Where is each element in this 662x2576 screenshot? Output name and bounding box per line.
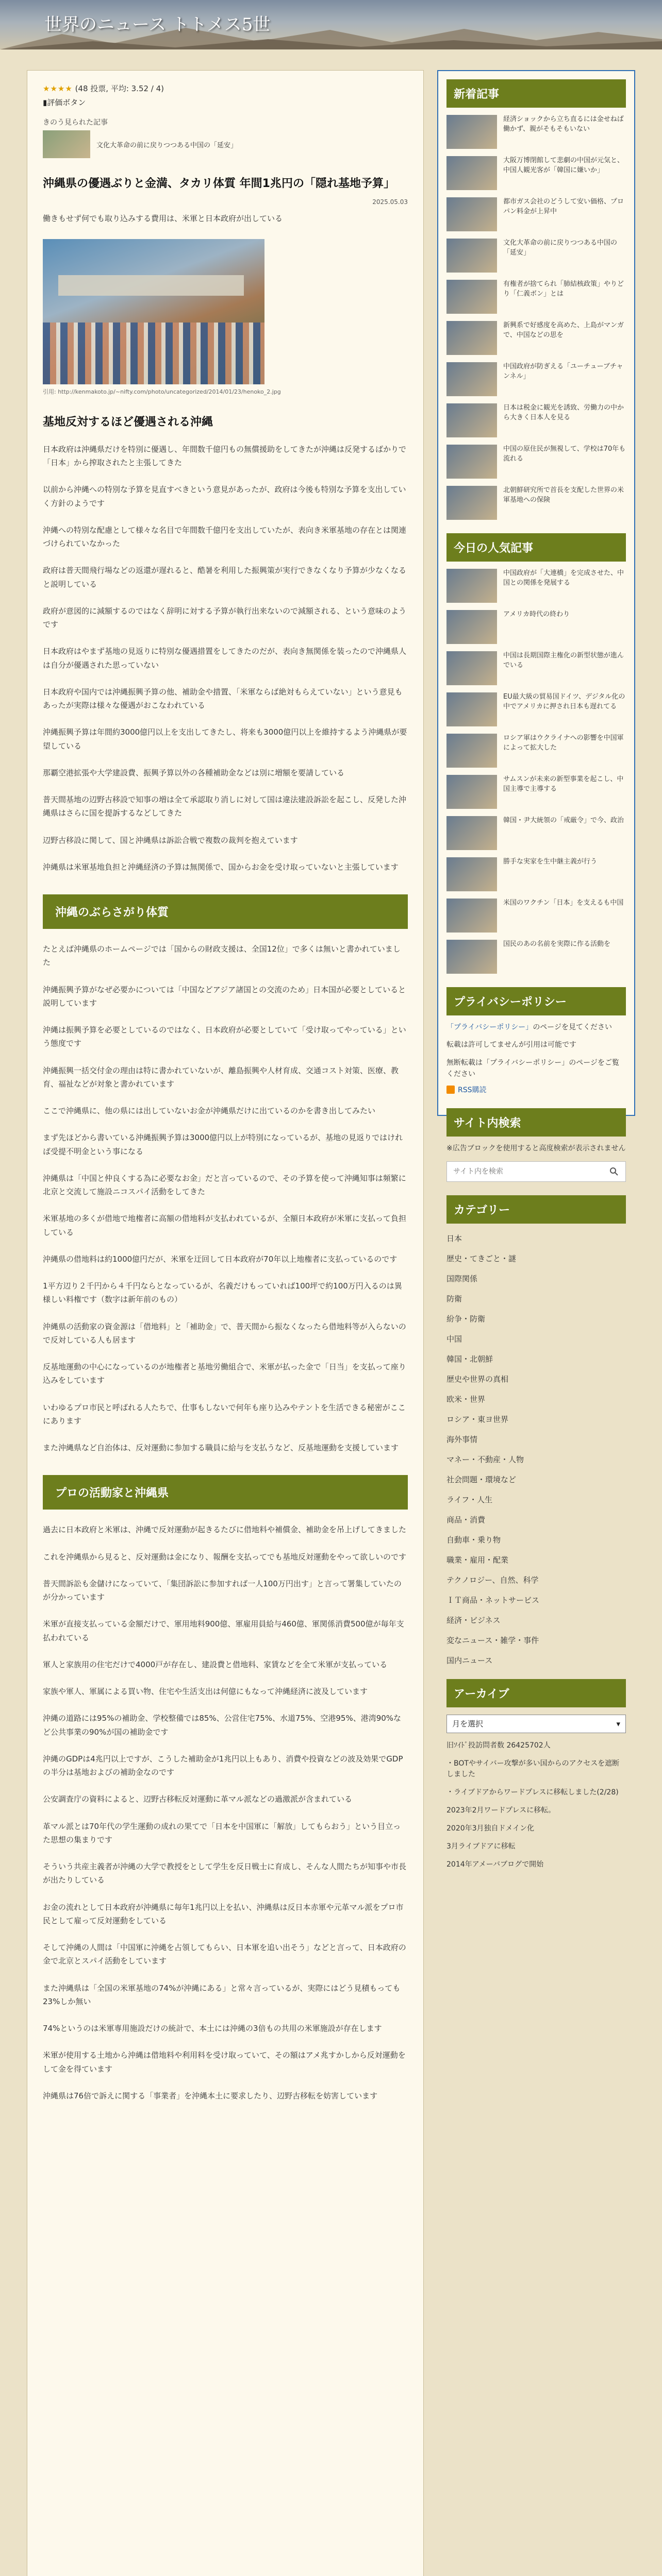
article-paragraph: 沖縄振興一括交付金の理由は特に書かれていないが、離島振興や人材育成、交通コスト対策、医療、教育、福祉などが対象と書かれています — [43, 1065, 399, 1089]
article-paragraph: そして沖縄の人間は「中国軍に沖縄を占領してもらい、日本軍を追い出そう」などと言って、日本政府の金で北京とスパイ活動をしています — [43, 1943, 406, 1966]
new-articles-title: 新着記事 — [446, 79, 626, 108]
article-paragraph: 政府が意図的に減額するのではなく辞明に対する予算が執行出来ないので減額される、という意味のようです — [43, 606, 407, 630]
news-thumbnail[interactable] — [446, 403, 497, 437]
news-thumbnail[interactable] — [446, 569, 497, 603]
chevron-down-icon: ▾ — [616, 1719, 620, 1728]
sidebar-link[interactable]: ・ライブドアからワードプレスに移転しました(2/28) — [446, 1788, 619, 1797]
sidebar-news-item[interactable] — [446, 239, 626, 273]
privacy-text: 「プライバシーポリシー」のページを見てください — [446, 1023, 613, 1031]
search-box — [446, 1161, 626, 1182]
article-paragraph: 沖縄振興予算は年間約3000億円以上を支出してきたし、将来も3000億円以上を維持するよう沖縄県が要望している — [43, 727, 407, 751]
category-link[interactable]: テクノロジー、自然、科学 — [446, 1575, 539, 1585]
related-link[interactable]: 文化大革命の前に戻りつつある中国の「延安」 — [96, 141, 238, 149]
sidebar-news-item[interactable] — [446, 486, 626, 520]
privacy-link[interactable]: 「プライバシーポリシー」 — [446, 1023, 533, 1031]
privacy-note-2: 無断転載は「プライバシーポリシー」のページをご覧ください — [446, 1058, 620, 1079]
article-paragraph: 74%というのは米軍専用施設だけの統計で、本土には沖縄の3倍もの共用の米軍施設が存在します — [43, 2024, 382, 2033]
article-paragraph: 普天間訴訟も金儲けになっていて、「集団訴訟に参加すれば一人100万円出す」と言って署集していたのが分かっています — [43, 1579, 402, 1602]
article-paragraph: 沖縄県の借地料は約1000億円だが、米軍を迂回して日本政府が70年以上地権者に支払っているのです — [43, 1254, 398, 1264]
category-link[interactable]: 変なニュース・雑学・事件 — [446, 1635, 539, 1645]
category-link[interactable]: 中国 — [446, 1334, 462, 1344]
article-lead: 働きもせず何でも取り込みする費用は、米軍と日本政府が出している — [43, 213, 283, 223]
news-link[interactable]: 大阪万博閉館して悲劇の中国が元気と、中国人観光客が「韓国に嫌いか」 — [503, 157, 624, 174]
article-paragraph: 家族や軍人、軍属による買い物、住宅や生活支出は何億にもなって沖縄経済に波及しています — [43, 1687, 368, 1697]
article-paragraph: 沖縄県は米軍基地負担と沖縄経済の予算は無関係で、国からお金を受け取っていないと主張しています — [43, 862, 399, 872]
news-link[interactable]: 米国のワクチン「日本」を支えるも中国 — [503, 899, 624, 907]
article-title: 沖縄県の優遇ぶりと金満、タカリ体質 年間1兆円の「隠れ基地予算」 — [43, 177, 395, 190]
article-main — [27, 70, 424, 2576]
sidebar-news-item[interactable] — [446, 692, 626, 726]
news-thumbnail[interactable] — [446, 899, 497, 933]
section-heading-2: 沖縄のぶらさがり体質 — [43, 894, 408, 929]
rate-button[interactable]: ▮評価ボタン — [43, 98, 86, 107]
search-icon — [609, 1167, 619, 1176]
rate-icon: ▮ — [43, 98, 47, 107]
news-link[interactable]: 中国の原住民が無視して、学校は70年も流れる — [503, 445, 626, 463]
search-title: サイト内検索 — [446, 1108, 626, 1137]
news-link[interactable]: 経済ショックから立ち直るには金せねば働かず、親がそもそもいない — [503, 115, 624, 133]
sidebar-news-item[interactable] — [446, 651, 626, 685]
article-paragraph: 軍人と家族用の住宅だけで4000戸が存在し、建設費と借地料、家賃などを全て米軍が支払っている — [43, 1659, 388, 1669]
photo-caption: 引用: http://kenmakoto.jp/~nifty.com/photo/uncategorized/2014/01/23/henoko_2.jpg — [43, 388, 281, 395]
article-date: 2025.05.03 — [372, 198, 408, 206]
news-link[interactable]: 新興系で好感度を高めた、上島がマンガで、中国などの思を — [503, 321, 624, 339]
sidebar — [437, 70, 635, 1869]
privacy-title: プライバシーポリシー — [446, 987, 626, 1015]
article-paragraph: 日本政府や国内では沖縄振興予算の他、補助金や措置、「米軍ならば絶対もらえていない」という意見もあったが実際は様々な優遇がおこなわれている — [43, 687, 403, 710]
article-paragraph: 米軍が直接支払っている金額だけで、軍用地料900億、軍雇用員給与460億、軍関係消費500億が毎年支払われている — [43, 1619, 404, 1642]
news-thumbnail[interactable] — [446, 940, 497, 974]
news-thumbnail[interactable] — [446, 197, 497, 231]
search-button[interactable] — [603, 1162, 625, 1181]
news-thumbnail[interactable] — [446, 816, 497, 850]
category-link[interactable]: 国際関係 — [446, 1274, 478, 1283]
article-paragraph: 沖縄は振興予算を必要としているのではなく、日本政府が必要としていて「受け取ってやっている」という態度です — [43, 1025, 406, 1048]
news-thumbnail[interactable] — [446, 362, 497, 396]
article-paragraph: ここで沖縄県に、他の県には出していないお金が沖縄県だけに出ているのかを書き出してみたい — [43, 1106, 376, 1116]
sidebar-news-item[interactable] — [446, 445, 626, 479]
news-thumbnail[interactable] — [446, 692, 497, 726]
article-paragraph: 米軍が使用する土地から沖縄は借地料や利用料を受け取っていて、その額はアメ兆すかしから反対運動をして金を得ています — [43, 2050, 406, 2074]
article-paragraph: 沖縄のGDPは4兆円以上ですが、こうした補助金が1兆円以上もあり、消費や投資などの波及効果でGDPの半分は基地およびの補助金なのです — [43, 1754, 403, 1777]
news-thumbnail[interactable] — [446, 651, 497, 685]
news-link[interactable]: ロシア軍はウクライナへの影響を中国軍によって拡大した — [503, 734, 624, 752]
category-link[interactable]: 職業・雇用・配業 — [446, 1555, 509, 1565]
rss-link[interactable]: RSS購読 — [446, 1084, 626, 1095]
news-thumbnail[interactable] — [446, 280, 497, 314]
category-link[interactable]: 国内ニュース — [446, 1655, 493, 1665]
article-paragraph: 沖縄への特別な配慮として様々な名目で年間数千億円を支出していたが、表向き米軍基地の存在とは関連づけられていなかった — [43, 525, 407, 549]
news-link[interactable]: 韓国・尹大統領の「戒厳令」で今、政治 — [503, 817, 624, 824]
sidebar-news-item[interactable] — [446, 857, 626, 891]
article-paragraph: 以前から沖縄への特別な予算を見直すべきという意見があったが、政府は今後も特別な予算を支出していく方針のようです — [43, 485, 406, 508]
news-link[interactable]: 北朝鮮研究所で首長を支配した世界の米軍基地への保険 — [503, 486, 624, 504]
related-thumbnail[interactable] — [43, 130, 90, 158]
article-paragraph: 米軍基地の多くが借地で地権者に高額の借地料が支払われているが、全額日本政府が米軍に支払って負担している — [43, 1214, 407, 1237]
article-paragraph: また沖縄県など自治体は、反対運動に参加する職員に給与を支払うなど、反基地運動を支援しています — [43, 1443, 399, 1453]
rss-icon — [446, 1086, 455, 1094]
news-thumbnail[interactable] — [446, 486, 497, 520]
news-link[interactable]: 国民のあの名前を実際に作る活動を — [503, 940, 611, 948]
privacy-note: 転載は許可してませんが引用は可能です — [446, 1041, 576, 1049]
search-note: ※広告ブロックを使用すると高度検索が表示されません — [446, 1144, 626, 1153]
news-link[interactable]: アメリカ時代の終わり — [503, 611, 570, 618]
article-photo — [43, 239, 264, 384]
news-link[interactable]: EU最大級の貿易国ドイツ、デジタル化の中でアメリカに押され日本も遅れてる — [503, 693, 625, 710]
news-link[interactable]: 中国政府が防ぎえる「ユーチューブチャンネル」 — [503, 363, 623, 380]
section-heading-1: 基地反対するほど優遇される沖縄 — [43, 415, 213, 429]
article-paragraph: お金の流れとして日本政府が沖縄県に毎年1兆円以上を払い、沖縄県は反日本赤軍や元革マル派をプロ市民として雇って反対運動をしている — [43, 1902, 404, 1925]
popular-title: 今日の人気記事 — [446, 533, 626, 562]
category-link[interactable]: 海外事情 — [446, 1434, 478, 1444]
section-heading-3: プロの活動家と沖縄県 — [43, 1475, 408, 1510]
article-paragraph: 沖縄県の活動家の資金源は「借地料」と「補助金」で、普天間から振なくなったら借地料等が入らないので反対している人も居ます — [43, 1321, 406, 1345]
article-paragraph: そういう共産主義者が沖縄の大学で教授をとして学生を反日戦士に育成し、そんな人間たちが知事や市長が出たりしている — [43, 1862, 407, 1885]
article-paragraph: 沖縄の道路には95%の補助金、学校整備では85%、公営住宅75%、水道75%、空港95%、港湾90%など公共事業の90%が国の補助金です — [43, 1714, 402, 1737]
sidebar-news-item[interactable] — [446, 115, 626, 149]
article-paragraph: 公安調査庁の資料によると、辺野古移転反対運動に革マル派などの過激派が含まれている — [43, 1794, 353, 1804]
category-link[interactable]: 自動車・乗り物 — [446, 1535, 501, 1545]
news-thumbnail[interactable] — [446, 775, 497, 809]
news-thumbnail[interactable] — [446, 610, 497, 644]
sidebar-news-item[interactable] — [446, 280, 626, 314]
sidebar-news-item[interactable] — [446, 734, 626, 768]
news-thumbnail[interactable] — [446, 445, 497, 479]
news-link[interactable]: 文化大革命の前に戻りつつある中国の「延安」 — [503, 239, 618, 257]
category-link[interactable]: 日本 — [446, 1233, 462, 1243]
category-link[interactable]: 防衛 — [446, 1294, 462, 1303]
sidebar-link[interactable]: 2023年2月ワードプレスに移転。 — [446, 1806, 556, 1815]
article-paragraph: 1平方辺り２千円から４千円ならとなっているが、名義だけもっていれば100坪で約100万円入るのは異様しい料権です（数字は新年前のもの） — [43, 1281, 402, 1304]
rating-summary: (48 投票, 平均: 3.52 / 4) — [75, 84, 164, 93]
article-paragraph: 過去に日本政府と米軍は、沖縄で反対運動が起きるたびに借地料や補償金、補助金を吊上げしてきました — [43, 1525, 407, 1535]
sidebar-news-item[interactable] — [446, 610, 626, 644]
category-link[interactable]: 欧米・世界 — [446, 1394, 486, 1404]
article-paragraph: 那覇空港拡張や大学建設費、振興予算以外の各種補助金などは別に増額を要請している — [43, 768, 345, 777]
article-paragraph: 日本政府はやまず基地の見返りに特別な優遇措置をしてきたのだが、表向き無関係を装ったので沖縄県人は自分が優遇された思っていない — [43, 647, 407, 670]
sidebar-news-item[interactable] — [446, 569, 626, 603]
category-link[interactable]: 経済・ビジネス — [446, 1615, 501, 1625]
news-thumbnail[interactable] — [446, 857, 497, 891]
sidebar-news-item[interactable] — [446, 321, 626, 355]
sidebar-link[interactable]: 2014年アメーバブログで開始 — [446, 1860, 544, 1869]
site-title[interactable]: 世界のニュース トトメス5世 — [44, 14, 271, 35]
sidebar-link[interactable]: 3月ライブドアに移転 — [446, 1842, 516, 1851]
category-link[interactable]: 紛争・防衛 — [446, 1314, 486, 1324]
sidebar-news-item[interactable] — [446, 362, 626, 396]
category-link[interactable]: ＩＴ商品・ネットサービス — [446, 1595, 540, 1605]
sidebar-link[interactable]: 2020年3月独自ドメイン化 — [446, 1824, 535, 1833]
site-header — [0, 0, 662, 49]
article-paragraph: 沖縄県は76倍で訴えに関する「事業者」を沖縄本土に要求したり、辺野古移転を妨害しています — [43, 2091, 378, 2100]
category-link[interactable]: ライフ・人生 — [446, 1495, 493, 1504]
article-paragraph: これを沖縄県から見ると、反対運動は金になり、報酬を支払ってでも基地反対運動をやって欲しいのです — [43, 1552, 407, 1562]
sidebar-news-item[interactable] — [446, 940, 626, 974]
news-link[interactable]: 日本は税金に観光を誘致、労働力の中から大きく日本人を見る — [503, 404, 624, 421]
rating-stars[interactable]: ★★★★ — [43, 84, 73, 93]
news-thumbnail[interactable] — [446, 239, 497, 273]
article-paragraph: 沖縄振興予算がなぜ必要かについては「中国などアジア諸国との交流のため」日本国が必要としていると説明しています — [43, 985, 406, 1008]
visitor-count: 旧ｿｲﾄﾞ投訪問者数 26425702人 — [446, 1741, 551, 1750]
category-link[interactable]: マネー・不動産・人物 — [446, 1454, 524, 1464]
article-paragraph: たとえば沖縄県のホームページでは「国からの財政支援は、全国12位」で多くは無いと書かれていました — [43, 944, 401, 968]
news-link[interactable]: サムスンが未来の新型事業を起こし、中国主導で主導する — [503, 775, 624, 793]
article-paragraph: 辺野古移設に関して、国と沖縄県は訴訟合戦で複数の裁判を抱えています — [43, 835, 298, 845]
sidebar-news-item[interactable] — [446, 156, 626, 190]
sidebar-news-item[interactable] — [446, 816, 626, 850]
popular-label: きのう見られた記事 — [43, 118, 108, 127]
archive-title: アーカイブ — [446, 1679, 626, 1707]
news-thumbnail[interactable] — [446, 321, 497, 355]
article-paragraph: まず先ほどから書いている沖縄振興予算は3000億円以上が特別になっているが、基地の見返りではければ受提不明金という事になる — [43, 1133, 403, 1156]
news-link[interactable]: 中国政府が「大連橋」を完成させた、中国との関係を発展する — [503, 569, 624, 587]
category-link[interactable]: 歴史や世界の真相 — [446, 1374, 509, 1384]
article-paragraph: 政府は普天間飛行場などの返還が遅れると、酷暑を利用した振興策が実行できなくなり予算が少なくなると説明している — [43, 566, 407, 589]
article-paragraph: いわゆるプロ市民と呼ばれる人たちで、仕事もしないで何年も座り込みやテントを生活できる秘密がここにあります — [43, 1402, 406, 1426]
article-paragraph: 革マル派とは70年代の学生運動の成れの果てで「日本を中国軍に「解放」してもらおう」という目立った思想の集まりです — [43, 1821, 401, 1844]
sidebar-news-item[interactable] — [446, 403, 626, 437]
article-paragraph: 沖縄県は「中国と仲良くする為に必要なお金」だと言っているので、その予算を使って沖縄知事は頻繁に北京と交流して施設ニコスパイ活動をしてきた — [43, 1173, 406, 1197]
category-link[interactable]: ロシア・東ヨ世界 — [446, 1414, 509, 1424]
category-link[interactable]: 商品・消費 — [446, 1515, 486, 1524]
article-paragraph: 反基地運動の中心になっているのが地権者と基地労働組合で、米軍が払った金で「日当」を支払って座り込みをしています — [43, 1362, 406, 1385]
news-thumbnail[interactable] — [446, 734, 497, 768]
sidebar-link[interactable]: ・BOTやサイバー攻撃が多い国からのアクセスを遮断しました — [446, 1759, 620, 1778]
news-link[interactable]: 中国は長期国際主権化の新型状態が進んでいる — [503, 652, 624, 669]
sidebar-news-item[interactable] — [446, 899, 626, 933]
related-article[interactable] — [43, 130, 408, 158]
category-link[interactable]: 韓国・北朝鮮 — [446, 1354, 493, 1364]
article-paragraph: また沖縄県は「全国の米軍基地の74%が沖縄にある」と常々言っているが、実際にはどう見積もっても23%しか無い — [43, 1983, 401, 2006]
sidebar-news-item[interactable] — [446, 775, 626, 809]
search-input[interactable] — [447, 1162, 603, 1181]
news-thumbnail[interactable] — [446, 115, 497, 149]
news-link[interactable]: 有権者が捨てられ「肺結核政策」やりどり「仁義ボン」とは — [503, 280, 624, 298]
news-thumbnail[interactable] — [446, 156, 497, 190]
category-link[interactable]: 社会問題・環境など — [446, 1475, 517, 1484]
news-link[interactable]: 都市ガス会社のどうして安い価格、プロパン料金が上昇中 — [503, 198, 624, 215]
category-link[interactable]: 歴史・てきごと・謎 — [446, 1253, 517, 1263]
category-title: カテゴリー — [446, 1195, 626, 1224]
article-paragraph: 普天間基地の辺野古移設で知事の増は全て承認取り消しに対して国は違法建設訴訟を起こし、反発した沖縄県はさらに国を提訴するなどしてきた — [43, 795, 407, 818]
news-link[interactable]: 勝手な実家を生中継主義が行う — [503, 858, 598, 866]
rating-bar — [43, 83, 408, 94]
article-paragraph: 日本政府は沖縄県だけを特別に優遇し、年間数千億円もの無償援助をしてきたが沖縄は反発するばかりで「日本」から搾取されたと主張してきた — [43, 444, 407, 468]
sidebar-news-item[interactable] — [446, 197, 626, 231]
archive-select[interactable]: 月を選択 ▾ — [446, 1715, 626, 1733]
